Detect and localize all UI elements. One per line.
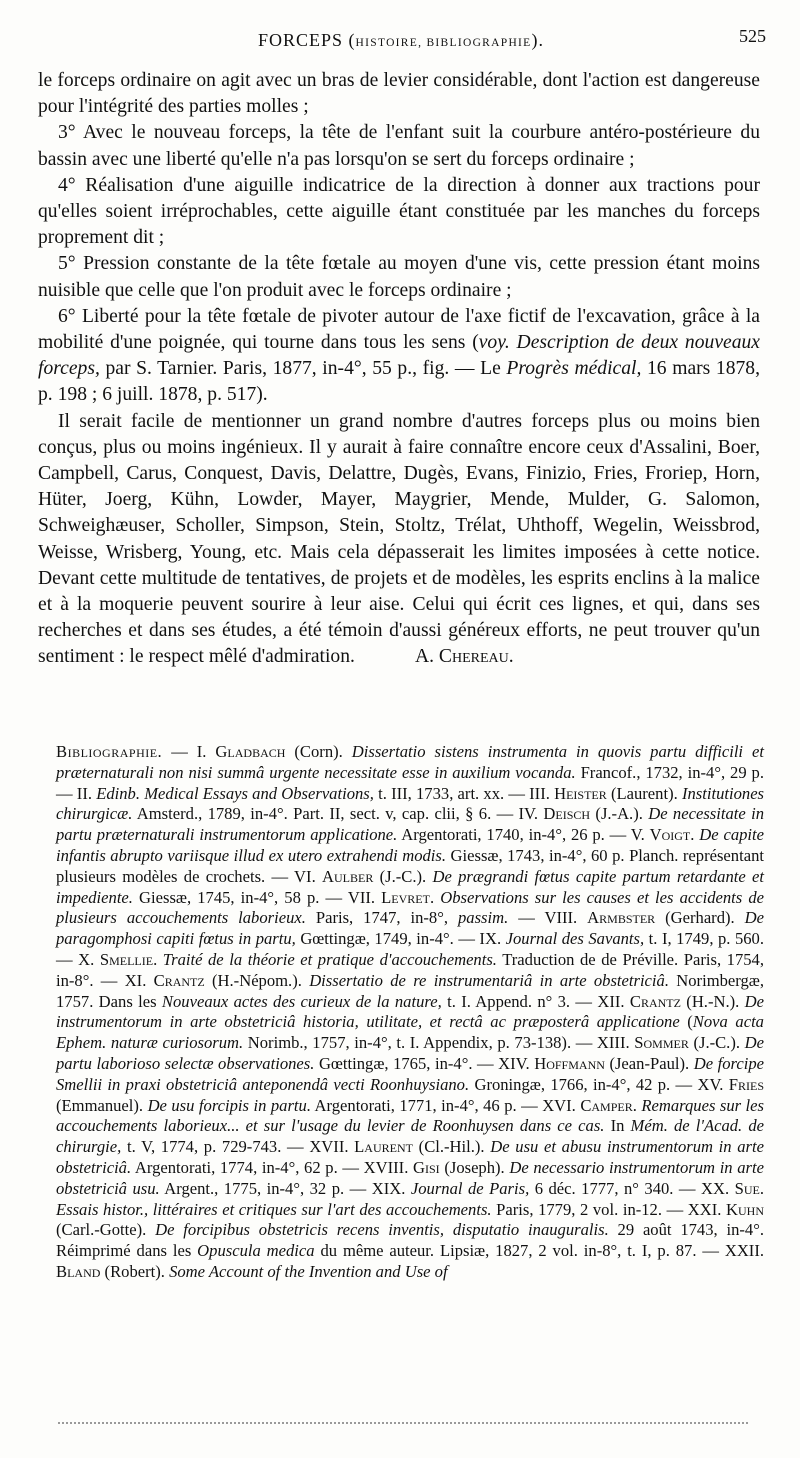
bib-text: Traduction de de Préville. Paris, 1754, in-8°. — XI. (56, 949, 764, 990)
bib-title: Dissertatio de re instrumentariâ in arte obstetriciâ. (309, 970, 669, 990)
bib-title: De capite infantis abrupto variisque illud ex utero extrahendi modis. (56, 825, 764, 865)
bib-title: Observations sur les causes et les accidents de plusieurs accouchements laborieux. (56, 887, 764, 928)
bib-title: Edinb. Medical Essays and Observations, (96, 783, 374, 803)
bib-title: De forcipibus obstetricis recens inventis, disputatio inauguralis. (155, 1220, 609, 1240)
bib-author: Camper (580, 1095, 633, 1115)
bib-title: Remarques sur les accouchements laborieux... et sur l'usage du levier de Roonhuysen dans ce cas. (56, 1095, 764, 1136)
bib-author: Armbster (587, 908, 656, 928)
bib-author: Sommer (634, 1033, 689, 1053)
paragraph-point-6 (38, 304, 760, 409)
bib-text: (Cl.-Hil.). (412, 1137, 491, 1157)
bibliography-entries (56, 742, 764, 1281)
point-6-citation: par S. Tarnier. Paris, 1877, in-4°, 55 p., fig. — Le (99, 358, 507, 380)
bib-text: t. III, 1733, art. xx. — III. (373, 783, 555, 803)
paragraph-conclusion (38, 409, 760, 671)
paragraph-point-5: 5° Pression constante de la tête fœtale au moyen d'une vis, cette pression étant moins nuisible que celle que l'on produit avec le forceps ordinaire ; (38, 253, 760, 301)
bib-title: Opuscula medica (197, 1241, 315, 1261)
bib-text: Giessæ, 1745, in-4°, 58 p. — VII. (132, 887, 382, 907)
bib-author: Gisi (413, 1157, 440, 1177)
bib-text: (Robert). (100, 1261, 170, 1281)
bib-text: — I. (162, 742, 216, 761)
paragraph-point-3: 3° Avec le nouveau forceps, la tête de l'enfant suit la courbure antéro-postérieure du bassin avec une liberté qu'elle n'a pas lorsqu'on se sert du forceps ordinaire ; (38, 122, 760, 170)
running-title-main: FORCEPS ( (257, 30, 356, 50)
bib-text: — VIII. (508, 908, 588, 928)
bib-text: 6 déc. 1777, n° 340. — XX. (529, 1178, 735, 1198)
bib-title: De usu forcipis in partu. (147, 1095, 311, 1115)
bib-text: Gœttingæ, 1765, in-4°. — XIV. (314, 1053, 535, 1073)
bib-text: . (690, 825, 700, 845)
bib-text: In (604, 1116, 631, 1136)
bib-text: Argentorati, 1774, in-4°, 62 p. — XVIII. (131, 1157, 414, 1177)
bib-author: Fries (728, 1074, 765, 1094)
point-6-text: 6° Liberté pour la tête fœtale de pivoter autour de l'axe fictif de l'excavation, grâce à la mobilité d'une poignée, qui tourne dans tous les sens ( (38, 305, 760, 354)
bib-author: Levret (381, 887, 430, 907)
bib-text: Norimb., 1757, in-4°, t. I. Appendix, p. 73-138). — XIII. (243, 1033, 635, 1053)
bib-text: Argentorati, 1771, in-4°, 46 p. — XVI. (310, 1095, 581, 1115)
bib-author: Laurent (354, 1137, 413, 1157)
bib-text: (Joseph). (439, 1157, 510, 1177)
bib-text: (Jean-Paul). (604, 1053, 694, 1073)
bib-text: . (632, 1095, 642, 1115)
point-6-journal: Progrès médical, (506, 358, 642, 380)
bib-title: Journal de Paris, (410, 1178, 530, 1198)
bib-title: De necessitate in partu præternaturali instrumentorum applicatione. (56, 804, 764, 845)
bib-text: (Corn). (285, 742, 352, 761)
bib-author: Deisch (543, 804, 591, 824)
footer-dotted-rule (58, 1422, 748, 1424)
bib-author: Crantz (629, 991, 681, 1011)
conclusion-text: Il serait facile de mentionner un grand nombre d'autres forceps plus ou moins bien conçus, plus ou moins ingénieux. Il y aurait à faire connaître encore ceux d'Assalini, Boer, Campbell, Carus, Conquest, Davis, Delattre, Dugès, Evans, Finizio, Fries, Froriep, Horn, Hüter, Joerg, Kühn, Lowder, Mayer, Maygrier, Mende, Mulder, G. Salomon, Schweighæuser, Scholler, Simpson, Stein, Stoltz, Trélat, Uhthoff, Wegelin, Weissbrod, Weisse, Wrisberg, Young, etc. Mais cela dépasserait les limites imposées à cette notice. Devant cette multitude de tentatives, de projets et de modèles, les esprits enclins à la malice et à la moquerie peuvent sourire à leur aise. Celui qui écrit ces lignes, et qui, dans ses recherches et dans ses études, a été témoin d'aussi généreux efforts, ne peut trouver qu'un sentiment : le respect mêlé d'admiration. (38, 410, 760, 668)
bib-text: Argentorati, 1740, in-4°, 26 p. — V. (397, 825, 650, 845)
bib-text: (J.-C.). (688, 1033, 745, 1053)
running-title-subtitle: HISTOIRE, BIBLIOGRAPHIE (355, 37, 532, 49)
bib-text: Argent., 1775, in-4°, 32 p. — XIX. (159, 1178, 411, 1198)
paragraph-continuation: le forceps ordinaire on agit avec un bras de levier considérable, dont l'action est dangereuse pour l'intégrité des parties molles ; (38, 70, 760, 118)
bib-text: . (759, 1178, 765, 1198)
bib-title: De prægrandi fœtus capite partum retardante et impediente. (56, 866, 764, 907)
bib-text: (H.-N.). (680, 991, 745, 1011)
bib-title: passim. (457, 908, 509, 928)
bib-title: De forcipe Smellii in praxi obstetriciâ anteponendâ vecti Roonhuysiano. (56, 1053, 765, 1094)
bib-text: Francof., 1732, in-4°, 29 p. — II. (56, 762, 764, 803)
bib-author: Hoffmann (534, 1053, 605, 1073)
bib-author: Gladbach (215, 742, 286, 761)
bib-title: Mém. de l'Acad. de chirurgie, (56, 1116, 765, 1157)
bib-text: . (429, 887, 441, 907)
bib-text: Groningæ, 1766, in-4°, 42 p. — XV. (469, 1074, 729, 1094)
bib-text: Paris, 1779, 2 vol. in-12. — XXI. (491, 1199, 727, 1219)
bib-author: Bland (56, 1261, 101, 1281)
bibliography (56, 742, 764, 1283)
bib-title: Institutiones chirurgicæ. (56, 783, 765, 824)
bib-text: t. I, 1749, p. 560. — X. (56, 929, 764, 969)
running-title-close: ). (531, 30, 545, 50)
bib-title: Some Account of the Invention and Use of (169, 1261, 448, 1281)
bib-title: De usu et abusu instrumentorum in arte obstetriciâ. (56, 1137, 764, 1177)
bib-text: (J.-C.). (373, 866, 433, 886)
bib-title: Nova acta Ephem. naturæ curiosorum. (56, 1012, 764, 1053)
bib-text: Giessæ, 1743, in-4°, 60 p. Planch. représentant plusieurs modèles de crochets. — VI. (56, 845, 764, 886)
bib-author: Aulber (322, 866, 374, 886)
bib-text: Amsterd., 1789, in-4°. Part. II, sect. v, cap. clii, § 6. — IV. (132, 804, 544, 824)
bib-text: t. V, 1774, p. 729-743. — XVII. (121, 1137, 355, 1157)
bib-text: Gœttingæ, 1749, in-4°. — IX. (295, 929, 506, 949)
bib-text: (Gerhard). (655, 908, 745, 928)
author-signature: A. Chereau. (414, 646, 514, 668)
running-title (36, 30, 766, 51)
bib-text: (J.-A.). (590, 804, 649, 824)
bib-text: (Laurent). (606, 783, 682, 803)
bib-text: t. I. Append. n° 3. — XII. (441, 991, 630, 1011)
bibliography-heading: Bibliographie. (56, 742, 163, 761)
bib-author: Smellie (99, 949, 154, 969)
bib-text: 29 août 1743, in-4°. Réimprimé dans les (56, 1220, 764, 1261)
bib-title: Dissertatio sistens instrumenta in quovis partu difficili et præternaturali non nisi summâ urgente necessitate esse in auxilium vocanda. (56, 742, 764, 782)
bib-title: De partu laborioso selectæ observationes. (56, 1033, 764, 1073)
bib-text: . (153, 949, 163, 969)
bib-text: (Carl.-Gotte). (56, 1220, 156, 1240)
bib-author: Crantz (153, 970, 205, 990)
bib-text: Norimbergæ, 1757. Dans les (56, 970, 765, 1011)
bib-title: Traité de la théorie et pratique d'accouchements. (162, 949, 497, 969)
bibliography-text (56, 742, 764, 1283)
bib-text: du même auteur. Lipsiæ, 1827, 2 vol. in-8°, t. I, p. 87. — XXII. (314, 1241, 765, 1261)
paragraph-point-4: 4° Réalisation d'une aiguille indicatrice de la direction à donner aux tractions pour qu'elles soient irréprochables, cette aiguille étant constituée par les manches du forceps proprement dit ; (38, 174, 760, 249)
bib-title: De instrumentorum in arte obstetriciâ historia, utilitate, et rectâ ac præposterâ applicatione (56, 991, 764, 1032)
bib-author: Sue (734, 1178, 760, 1198)
bib-text: (Emmanuel). (56, 1095, 148, 1115)
bib-title: Journal des Savants, (505, 929, 645, 949)
bib-author: Heister (554, 783, 607, 803)
bib-title: De necessario instrumentorum in arte obstetriciâ usu. (56, 1157, 764, 1198)
bib-text: ( (679, 1012, 693, 1032)
bib-text: (H.-Népom.). (204, 970, 310, 990)
bib-author: Kuhn (726, 1199, 764, 1219)
point-6-citation-end: 16 mars 1878, p. 198 ; 6 juill. 1878, p. 517). (38, 358, 760, 406)
page-header (36, 16, 766, 56)
article-body (38, 68, 760, 671)
bib-text: Paris, 1747, in-8°, (305, 908, 458, 928)
bib-title: De paragomphosi capiti fœtus in partu, (56, 908, 765, 949)
page-number: 525 (739, 26, 766, 46)
bib-author: Voigt (649, 825, 691, 845)
point-6-reference-title: voy. Description de deux nouveaux forceps, (38, 332, 761, 380)
bib-title: Nouveaux actes des curieux de la nature, (161, 991, 442, 1011)
bib-title: Essais histor., littéraires et critiques sur l'art des accouchements. (56, 1199, 492, 1219)
